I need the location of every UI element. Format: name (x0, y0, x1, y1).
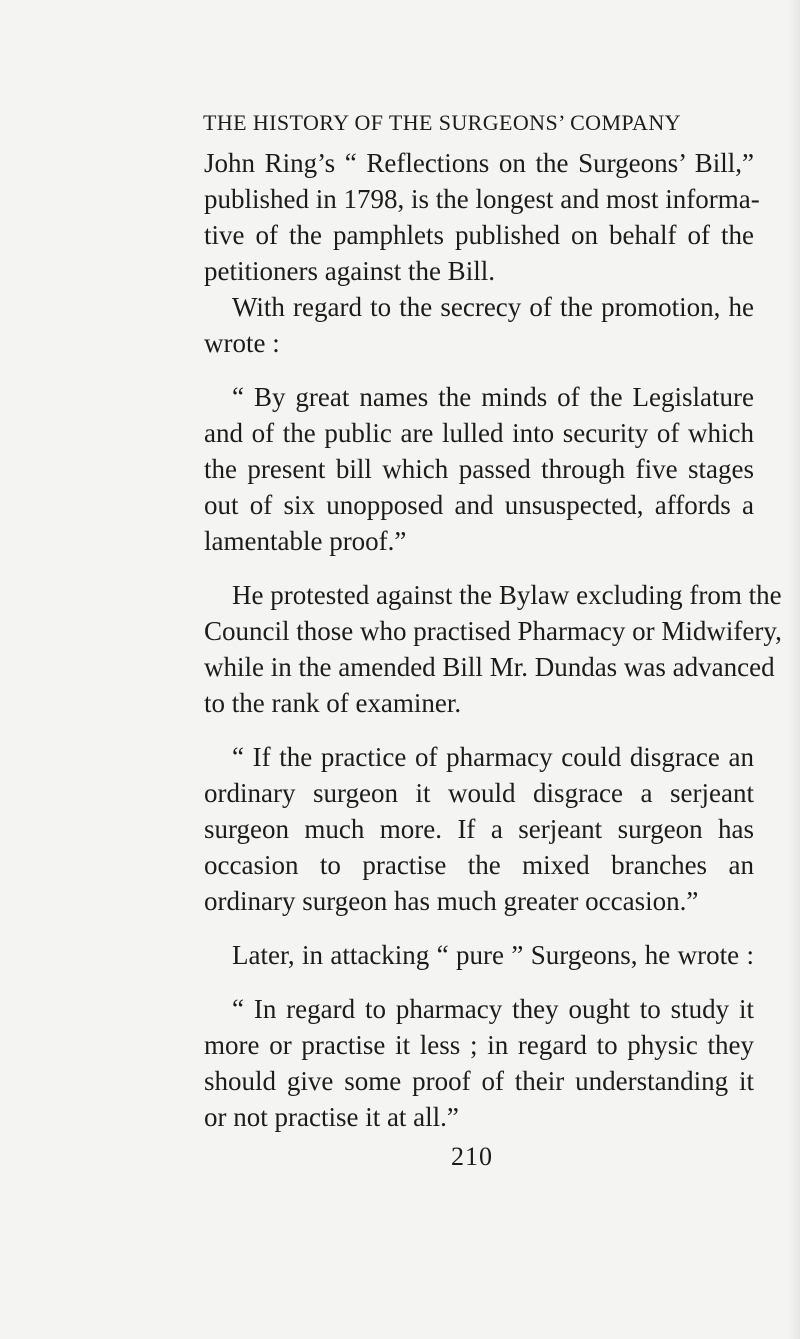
quote2-line-3: surgeon much more. If a serjeant surgeon has (204, 814, 754, 844)
quote1-line-1: “ By great names the minds of the Legislature (232, 382, 754, 412)
body-line-2: published in 1798, is the longest and most informa- (204, 184, 760, 214)
quote3-line-2: more or practise it less ; in regard to physic they (204, 1030, 754, 1060)
quote3-line-4: or not practise it at all.” (204, 1102, 459, 1132)
body-line-12: He protested against the Bylaw excluding from the (232, 580, 782, 610)
quote2-line-5: ordinary surgeon has much greater occasion.” (204, 886, 699, 916)
quote2-line-4: occasion to practise the mixed branches an (204, 850, 754, 880)
running-header: THE HISTORY OF THE SURGEONS’ COMPANY (203, 110, 681, 135)
quote2-line-2: ordinary surgeon it would disgrace a serjeant (204, 778, 754, 808)
quote3-line-1: “ In regard to pharmacy they ought to study it (232, 994, 754, 1024)
quote1-line-4: out of six unopposed and unsuspected, affords a (204, 490, 754, 520)
body-line-14: while in the amended Bill Mr. Dundas was advanced (204, 652, 775, 682)
body-line-3: tive of the pamphlets published on behalf of the (204, 220, 754, 250)
quote1-line-5: lamentable proof.” (204, 526, 407, 556)
body-line-4: petitioners against the Bill. (204, 256, 495, 286)
body-line-6: wrote : (204, 328, 280, 358)
quote1-line-3: the present bill which passed through five stages (204, 454, 754, 484)
body-line-13: Council those who practised Pharmacy or Midwifery, (204, 616, 782, 646)
body-line-5: With regard to the secrecy of the promotion, he (232, 292, 754, 322)
body-line-15: to the rank of examiner. (204, 688, 462, 718)
quote2-line-1: “ If the practice of pharmacy could disgrace an (232, 742, 754, 772)
body-line-1: John Ring’s “ Reflections on the Surgeons’ Bill,” (204, 148, 754, 178)
quote1-line-2: and of the public are lulled into security of which (204, 418, 754, 448)
quote3-line-3: should give some proof of their understanding it (204, 1066, 754, 1096)
page-edge-shadow (788, 0, 800, 1339)
body-line-21: Later, in attacking “ pure ” Surgeons, he wrote : (232, 940, 754, 970)
page-number: 210 (451, 1142, 493, 1171)
